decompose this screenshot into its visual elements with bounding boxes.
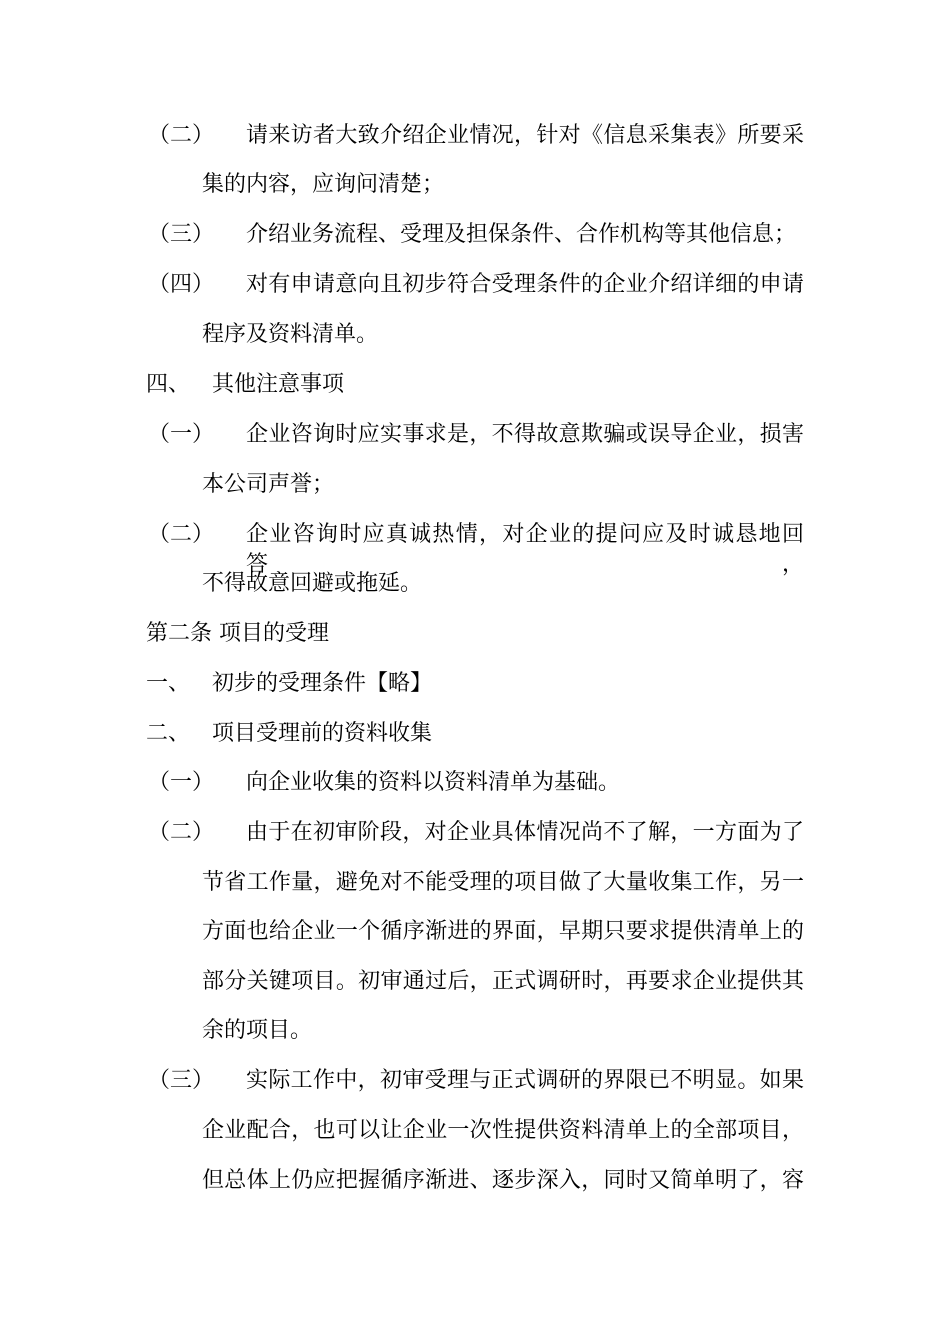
- paragraph-line: 但总体上仍应把握循序渐进、逐步深入，同时又简单明了，容: [202, 1168, 804, 1193]
- paragraph-line: 向企业收集的资料以资料清单为基础。: [246, 770, 621, 795]
- paragraph-line: 请来访者大致介绍企业情况，针对《信息采集表》所要采: [246, 123, 804, 148]
- paragraph-line: 程序及资料清单。: [202, 322, 379, 347]
- paragraph-line: 节省工作量，避免对不能受理的项目做了大量收集工作，另一: [202, 870, 804, 895]
- paragraph-line: 部分关键项目。初审通过后，正式调研时，再要求企业提供其: [202, 969, 804, 994]
- paragraph-line: 不得故意回避或拖延。: [202, 571, 423, 596]
- item-marker: （二）: [148, 820, 215, 845]
- section-marker: 二、: [146, 721, 191, 746]
- item-marker: （二）: [148, 522, 215, 547]
- section-marker: 一、: [146, 671, 191, 696]
- paragraph-line: 企业咨询时应真诚热情，对企业的提问应及时诚恳地回答，: [246, 522, 804, 577]
- paragraph-line: 实际工作中，初审受理与正式调研的界限已不明显。如果: [246, 1068, 804, 1093]
- section-heading: 其他注意事项: [212, 372, 345, 397]
- section-marker: 四、: [146, 372, 191, 397]
- item-marker: （一）: [148, 770, 215, 795]
- section-heading: 初步的受理条件【略】: [212, 671, 433, 696]
- item-marker: （四）: [148, 272, 215, 297]
- paragraph-line: 方面也给企业一个循序渐进的界面，早期只要求提供清单上的: [202, 919, 804, 944]
- paragraph-line: 企业咨询时应实事求是，不得故意欺骗或误导企业，损害: [246, 422, 804, 447]
- paragraph-line: 余的项目。: [202, 1018, 313, 1043]
- paragraph-line: 企业配合，也可以让企业一次性提供资料清单上的全部项目，: [202, 1118, 804, 1143]
- paragraph-line: 本公司声誉；: [202, 472, 335, 497]
- item-marker: （三）: [148, 222, 215, 247]
- paragraph-line: 集的内容，应询问清楚；: [202, 172, 445, 197]
- section-heading: 项目受理前的资料收集: [212, 721, 433, 746]
- item-marker: （一）: [148, 422, 215, 447]
- item-marker: （二）: [148, 123, 215, 148]
- paragraph-line: 由于在初审阶段，对企业具体情况尚不了解，一方面为了: [246, 820, 804, 845]
- item-marker: （三）: [148, 1068, 215, 1093]
- paragraph-line: 对有申请意向且初步符合受理条件的企业介绍详细的申请: [246, 272, 804, 297]
- article-heading: 第二条 项目的受理: [146, 621, 329, 646]
- paragraph-line: 介绍业务流程、受理及担保条件、合作机构等其他信息；: [246, 222, 797, 247]
